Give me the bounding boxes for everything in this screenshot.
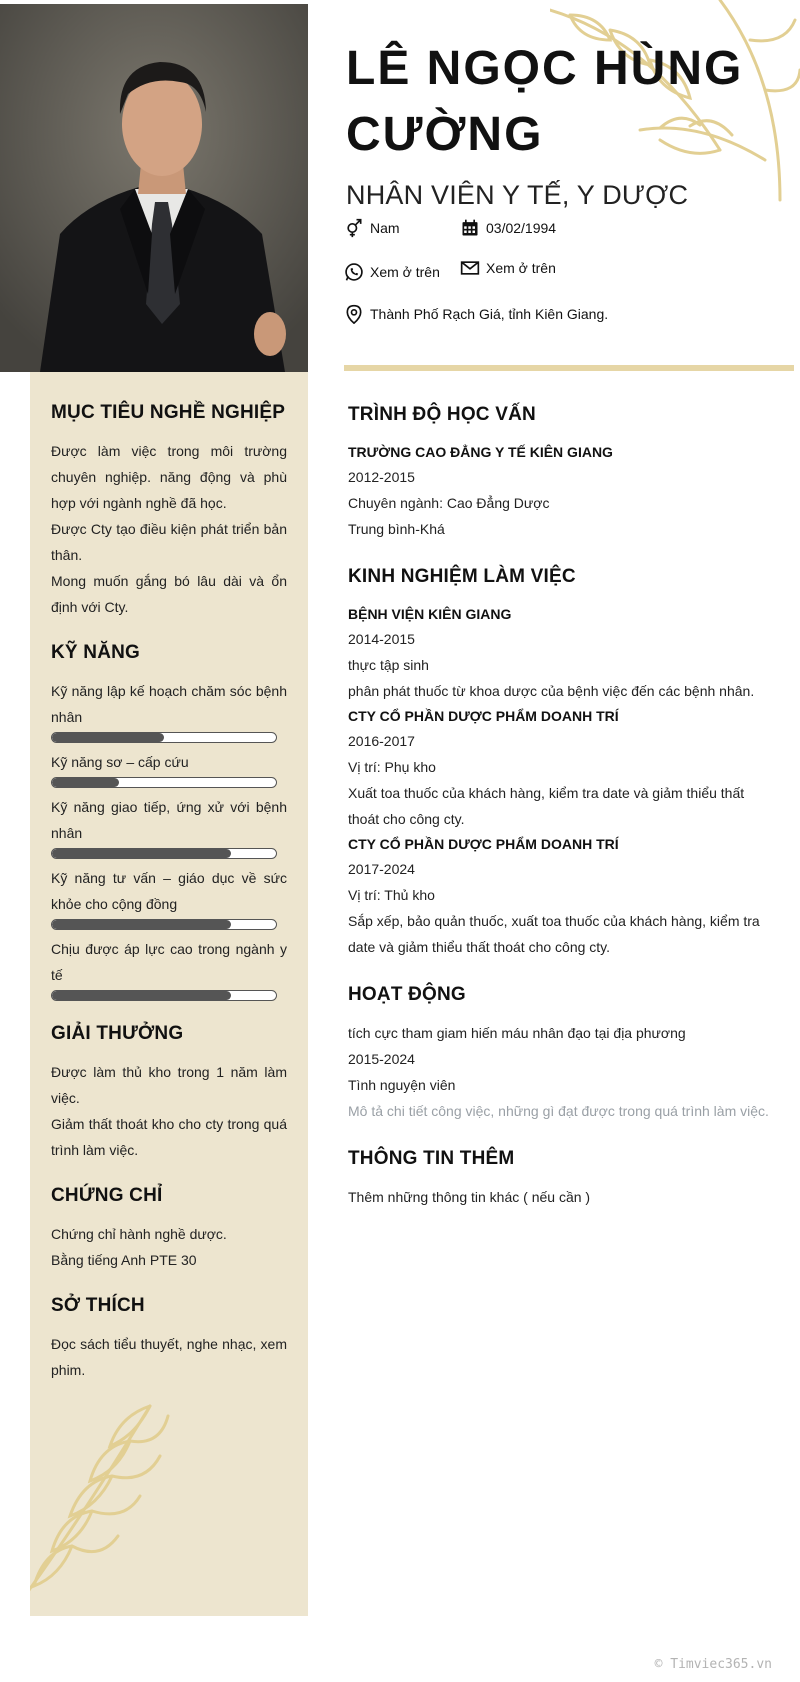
job-period: 2017-2024 [348,861,415,877]
skill-name: Chịu được áp lực cao trong ngành y tế [51,941,287,983]
sidebar [30,372,308,1616]
job-description: Xuất toa thuốc của khách hàng, kiểm tra date và giảm thiểu thất thoát cho công cty. [348,785,745,827]
skill-item [51,865,287,930]
skill-name: Kỹ năng sơ – cấp cứu [51,754,189,770]
skill-progress-fill [52,733,164,742]
full-name-line2: CƯỜNG [346,108,544,161]
skill-progress-fill [52,991,231,1000]
email-value: Xem ở trên [486,260,556,276]
objective-line: Được Cty tạo điều kiện phát triển bản thân. [51,521,287,563]
skill-item [51,794,287,859]
gender-value: Nam [370,220,400,236]
skill-progress-bar [51,732,277,743]
skill-progress-fill [52,920,231,929]
activity-name: tích cực tham giam hiến máu nhân đạo tại địa phương [348,1025,686,1041]
activity-description: Mô tả chi tiết công việc, những gì đạt được trong quá trình làm việc. [348,1103,769,1119]
portrait-image [0,4,308,372]
hobbies-section [51,1295,287,1383]
extra-info-title: THÔNG TIN THÊM [348,1148,515,1169]
skill-item [51,678,287,743]
skill-progress-fill [52,849,231,858]
education-major: Chuyên ngành: Cao Đẳng Dược [348,495,550,511]
cv-header [346,36,786,211]
skill-item [51,936,287,1001]
phone-item [344,262,440,282]
job-title: NHÂN VIÊN Y TẾ, Y DƯỢC [346,180,689,210]
skill-progress-bar [51,777,277,788]
mail-icon [460,258,480,278]
education-section [348,404,778,542]
awards-section [51,1023,287,1163]
experience-title: KINH NGHIỆM LÀM VIỆC [348,566,576,587]
company-name: CTY CỔ PHẦN DƯỢC PHẨM DOANH TRÍ [348,836,619,852]
activity-role: Tình nguyện viên [348,1077,456,1093]
award-line: Được làm thủ kho trong 1 năm làm việc. [51,1064,287,1106]
full-name-line1: LÊ NGỌC HÙNG [346,42,744,95]
job-description: Sắp xếp, bảo quản thuốc, xuất toa thuốc của khách hàng, kiểm tra date và giảm thiểu thất thoát cho công cty. [348,913,760,955]
activity-period: 2015-2024 [348,1051,415,1067]
objective-line: Được làm việc trong môi trường chuyên nghiệp. năng động và phù hợp với ngành nghề đã học. [51,443,287,511]
job-period: 2014-2015 [348,631,415,647]
certificates-section [51,1185,287,1273]
skill-name: Kỹ năng tư vấn – giáo dục về sức khỏe cho cộng đồng [51,870,287,912]
education-period: 2012-2015 [348,469,415,485]
address-item [344,304,608,324]
skill-progress-bar [51,848,277,859]
address-value: Thành Phố Rạch Giá, tỉnh Kiên Giang. [370,306,609,322]
company-name: BỆNH VIỆN KIÊN GIANG [348,606,512,622]
main-content [348,404,778,1234]
hobby-line: Đọc sách tiểu thuyết, nghe nhạc, xem phim. [51,1336,287,1378]
birthdate-item [460,218,556,238]
gender-icon [344,218,364,238]
email-item [460,258,556,278]
watermark: © Timviec365.vn [654,1657,772,1672]
company-name: CTY CỔ PHẦN DƯỢC PHẨM DOANH TRÍ [348,708,619,724]
birthdate-value: 03/02/1994 [486,220,557,236]
profile-photo [0,4,308,372]
awards-title: GIẢI THƯỞNG [51,1023,184,1044]
experience-item [348,602,778,704]
skills-section [51,642,287,1001]
activities-section [348,984,778,1124]
school-name: TRƯỜNG CAO ĐẲNG Y TẾ KIÊN GIANG [348,444,613,460]
skill-item [51,749,287,788]
gender-item [344,218,400,238]
skills-title: KỸ NĂNG [51,642,141,663]
job-position: Vị trí: Phụ kho [348,759,436,775]
location-pin-icon [344,304,364,324]
extra-info-text: Thêm những thông tin khác ( nếu cần ) [348,1189,591,1205]
job-period: 2016-2017 [348,733,415,749]
award-line: Giảm thất thoát kho cho cty trong quá trình làm việc. [51,1116,287,1158]
career-objective-section [51,402,287,620]
certificate-line: Chứng chỉ hành nghề dược. [51,1226,227,1242]
certificates-title: CHỨNG CHỈ [51,1185,163,1206]
experience-item [348,832,778,960]
skill-name: Kỹ năng giao tiếp, ứng xử với bệnh nhân [51,799,287,841]
calendar-icon [460,218,480,238]
objective-line: Mong muốn gắng bó lâu dài và ổn định với Cty. [51,573,287,615]
skill-progress-bar [51,919,277,930]
experience-item [348,704,778,832]
skill-progress-bar [51,990,277,1001]
education-title: TRÌNH ĐỘ HỌC VẤN [348,404,536,425]
job-position: thực tập sinh [348,657,429,673]
phone-value: Xem ở trên [370,264,440,280]
skills-list [51,678,287,1001]
activities-title: HOẠT ĐỘNG [348,984,466,1005]
career-objective-title: MỤC TIÊU NGHỀ NGHIỆP [51,402,286,423]
education-grade: Trung bình-Khá [348,521,445,537]
skill-name: Kỹ năng lập kế hoạch chăm sóc bệnh nhân [51,683,287,725]
certificate-line: Bằng tiếng Anh PTE 30 [51,1252,197,1268]
leaf-decoration-icon [30,1386,200,1616]
job-position: Vị trí: Thủ kho [348,887,435,903]
phone-icon [344,262,364,282]
header-divider [344,365,794,371]
hobbies-title: SỞ THÍCH [51,1295,145,1316]
job-description: phân phát thuốc từ khoa dược của bệnh việc đến các bệnh nhân. [348,683,755,699]
experience-section [348,566,778,960]
skill-progress-fill [52,778,119,787]
extra-info-section [348,1148,778,1210]
